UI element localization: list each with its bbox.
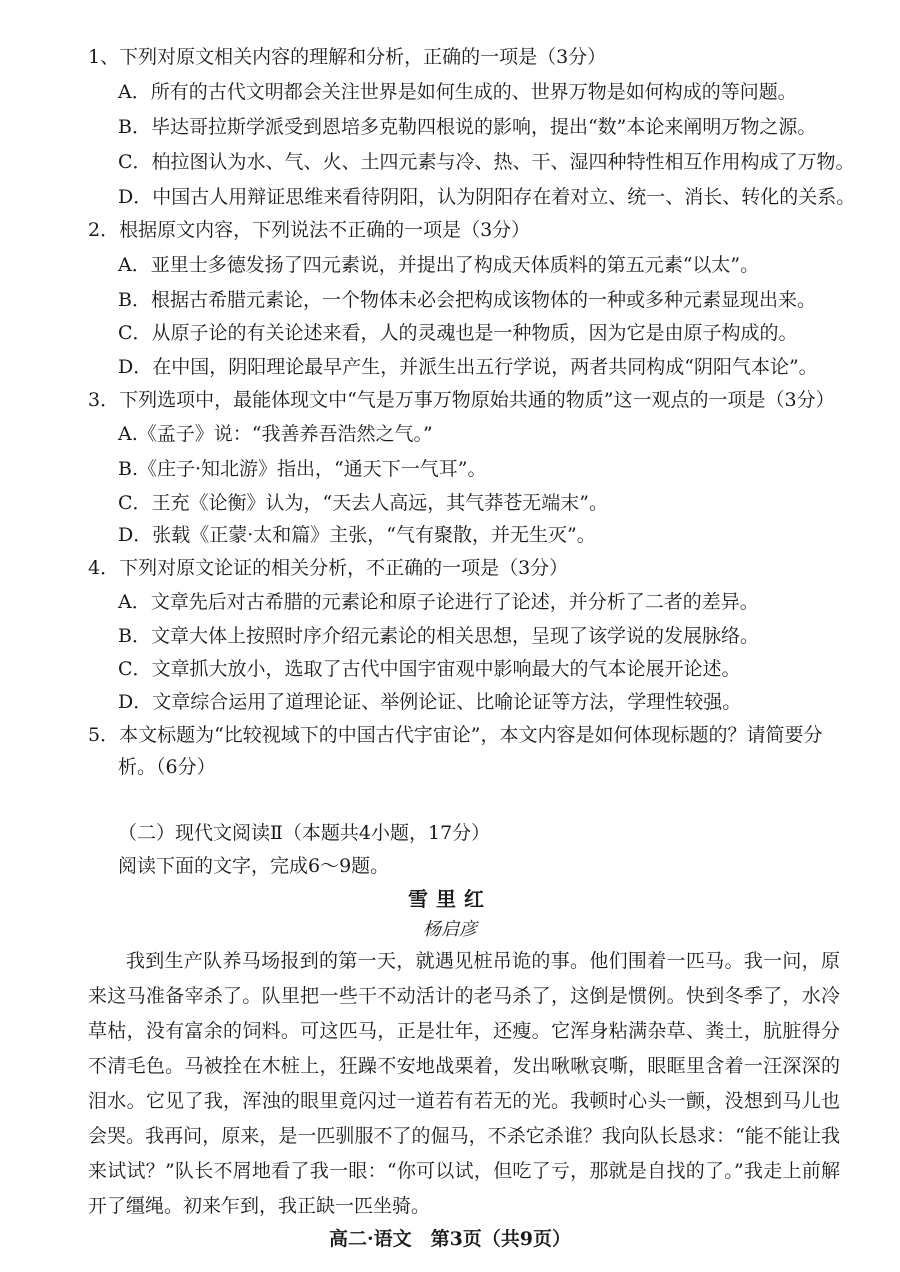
question-5-stem-line2: 析。（6分） xyxy=(118,756,216,778)
question-3-option-c: C．王充《论衡》认为，“天去人高远，其气莽苍无端末”。 xyxy=(118,492,608,514)
question-3-stem: 3．下列选项中，最能体现文中“气是万事万物原始共通的物质”这一观点的一项是（3分） xyxy=(88,389,835,411)
question-3-option-d: D．张载《正蒙·太和篇》主张，“气有聚散，并无生灭”。 xyxy=(118,524,596,546)
story-paragraph: 我到生产队养马场报到的第一天，就遇见桩吊诡的事。他们围着一匹马。我一问，原来这马准备宰杀了。队里把一些干不动活计的老马杀了，这倒是惯例。快到冬季了，水冷草枯，没有富余的饲料。可这匹马，正是壮年，还瘦。它浑身粘满杂草、粪土，肮脏得分不清毛色。马被拴在木桩上，狂躁不安地战栗着，发出啾啾哀嘶，眼眶里含着一汪深深的泪水。它见了我，浑浊的眼里竟闪过一道若有若无的光。我顿时心头一颤，没想到马儿也会哭。我再问，原来，是一匹驯服不了的倔马，不杀它杀谁？我向队长恳求：“能不能让我来试试？”队长不屑地看了我一眼：“你可以试，但吃了亏，那就是自找的了。”我走上前解开了缰绳。初来乍到，我正缺一匹坐骑。 xyxy=(88,950,840,1217)
question-1-option-b: B．毕达哥拉斯学派受到恩培多克勒四根说的影响，提出“数”本论来阐明万物之源。 xyxy=(118,116,817,138)
question-1-option-d: D．中国古人用辩证思维来看待阴阳，认为阴阳存在着对立、统一、消长、转化的关系。 xyxy=(118,186,856,208)
question-1-option-c: C．柏拉图认为水、气、火、土四元素与冷、热、干、湿四种特性相互作用构成了万物。 xyxy=(118,151,855,173)
question-3-option-a: A.《孟子》说：“我善养吾浩然之气。” xyxy=(118,423,433,445)
question-2-option-c: C．从原子论的有关论述来看，人的灵魂也是一种物质，因为它是由原子构成的。 xyxy=(118,322,798,344)
question-4-option-c: C．文章抓大放小，选取了古代中国宇宙观中影响最大的气本论展开论述。 xyxy=(118,658,741,680)
question-2-option-d: D．在中国，阴阳理论最早产生，并派生出五行学说，两者共同构成“阴阳气本论”。 xyxy=(118,356,818,378)
page-footer: 高二·语文 第3页（共9页） xyxy=(328,1228,572,1250)
question-5-stem-line1: 5．本文标题为“比较视域下的中国古代宇宙论”，本文内容是如何体现标题的？请简要分 xyxy=(88,724,823,746)
question-4-option-b: B．文章大体上按照时序介绍元素论的相关思想，呈现了该学说的发展脉络。 xyxy=(118,625,759,647)
section-instruction: 阅读下面的文字，完成6～9题。 xyxy=(118,855,390,877)
question-3-option-b: B.《庄子·知北游》指出，“通天下一气耳”。 xyxy=(118,458,487,480)
question-1-option-a: A．所有的古代文明都会关注世界是如何生成的、世界万物是如何构成的等问题。 xyxy=(118,81,797,103)
question-1-stem: 1、下列对原文相关内容的理解和分析，正确的一项是（3分） xyxy=(88,46,607,68)
story-title: 雪里红 xyxy=(408,887,492,911)
question-4-option-a: A．文章先后对古希腊的元素论和原子论进行了论述，并分析了二者的差异。 xyxy=(118,591,759,613)
question-4-stem: 4．下列对原文论证的相关分析，不正确的一项是（3分） xyxy=(88,557,569,579)
question-2-stem: 2．根据原文内容，下列说法不正确的一项是（3分） xyxy=(88,219,531,241)
story-author: 杨启彦 xyxy=(423,919,477,940)
section-heading: （二）现代文阅读Ⅱ（本题共4小题，17分） xyxy=(118,822,491,844)
question-4-option-d: D．文章综合运用了道理论证、举例论证、比喻论证等方法，学理性较强。 xyxy=(118,691,742,713)
question-2-option-a: A．亚里士多德发扬了四元素说，并提出了构成天体质料的第五元素“以太”。 xyxy=(118,254,760,276)
question-2-option-b: B．根据古希腊元素论，一个物体未必会把构成该物体的一种或多种元素显现出来。 xyxy=(118,289,816,311)
